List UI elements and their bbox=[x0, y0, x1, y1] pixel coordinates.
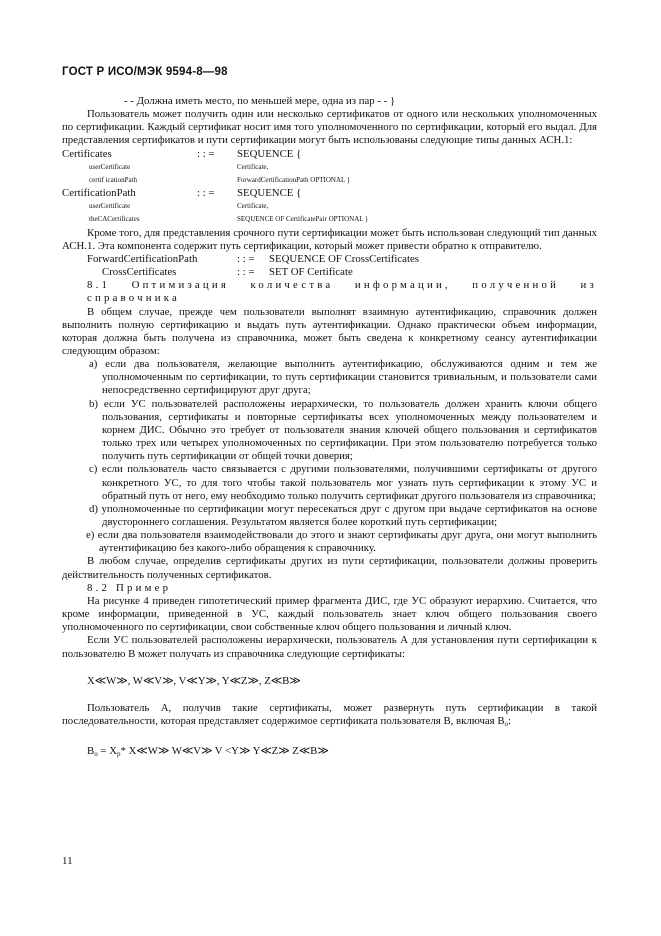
asn1-name: userCertificate bbox=[89, 202, 131, 211]
paragraph: Кроме того, для представления срочного пути сертификации может быть использован следующий тип данных АСН.1. Эта компонента содержит путь сертификации, который может привести обратно к отправителю. bbox=[62, 226, 597, 252]
asn1-type: SEQUENCE { bbox=[237, 187, 302, 200]
asn1-type: Certificate, bbox=[237, 162, 269, 171]
document-body bbox=[62, 95, 597, 761]
asn1-name: userCertificate bbox=[89, 162, 131, 171]
asn1-type: SET OF Certificate bbox=[269, 266, 353, 279]
asn1-line bbox=[62, 266, 597, 279]
asn1-block-forward bbox=[62, 253, 597, 279]
list-item: c) если пользователь часто связывается с другими пользователями, получившими сертификаты от другого конкретного УС, то для того чтобы такой пользователь мог узнать путь сертификации к этому УС и обратный путь от него, ему необходимо только получить сертификат другого пользователя из справочника; bbox=[89, 463, 597, 502]
asn1-comment-line: - - Должна иметь место, по меньшей мере, одна из пар - - } bbox=[124, 95, 396, 107]
asn1-op bbox=[197, 213, 237, 226]
formula-text: В bbox=[87, 745, 95, 758]
paragraph-text: Пользователь А, получив такие сертификаты, может развернуть путь сертификации в такой последовательности, которая представляет содержимое сертификата пользователя В, включая В bbox=[62, 701, 597, 728]
subscript: о bbox=[504, 720, 509, 729]
asn1-op: : : = bbox=[197, 187, 215, 200]
asn1-line bbox=[62, 253, 597, 266]
asn1-line bbox=[62, 200, 597, 213]
subscript: р bbox=[117, 750, 121, 759]
asn1-line bbox=[62, 213, 597, 226]
paragraph: В любом случае, определив сертификаты других из пути сертификации, пользователи должны проверить действительность полученных сертификатов. bbox=[62, 555, 597, 581]
formula-path bbox=[62, 745, 597, 761]
asn1-line bbox=[62, 174, 597, 187]
asn1-type: ForwardCertificationPath OPTIONAL } bbox=[237, 175, 351, 184]
asn1-name: certif icationPath bbox=[89, 175, 138, 184]
list-item: d) уполномоченные по сертификации могут пересекаться друг с другом при выдаче сертификатов на основе двустороннего соглашения. Результатом является более короткий путь сертификации; bbox=[89, 502, 597, 528]
asn1-name: CrossCertificates bbox=[102, 266, 177, 279]
subscript: о bbox=[94, 750, 98, 759]
asn1-line bbox=[62, 187, 597, 200]
page-number: 11 bbox=[62, 855, 73, 867]
list-item: a) если два пользователя, желающие выполнить аутентификацию, обслуживаются одним и тем же уполномоченным по сертификации, то путь сертификации становится тривиальным, и пользователи сами непосредственно сертифицируют друг друга; bbox=[89, 358, 597, 397]
list-item: e) если два пользователя взаимодействовали до этого и знают сертификаты друг друга, они могут выполнить аутентификацию без какого-либо обращения к справочнику. bbox=[86, 529, 597, 555]
asn1-name: CertificationPath bbox=[62, 187, 136, 200]
asn1-type: SEQUENCE OF CrossCertificates bbox=[269, 252, 419, 265]
paragraph: В общем случае, прежде чем пользователи выполнят взаимную аутентификацию, справочник должен выполнить полную сертификацию и выдать путь аутентификации. Однако практически объем информации, которая должна быть получена из справочника, может быть сведена к конкретному сеансу аутентификации следующим образом: bbox=[62, 305, 597, 357]
paragraph: На рисунке 4 приведен гипотетический пример фрагмента ДИС, где УС образуют иерархию. Считается, что кроме информации, приведенной в УС, каждый пользователь знает ключ общего пользования своего уполномоченного по сертификации, свои собственные ключ общего пользования и личный ключ. bbox=[62, 594, 597, 634]
asn1-name: Certificates bbox=[62, 147, 112, 160]
asn1-name: ForwardCertificationPath bbox=[87, 252, 198, 265]
asn1-line bbox=[62, 161, 597, 174]
paragraph-text: : bbox=[508, 715, 512, 728]
asn1-block-certificates bbox=[62, 148, 597, 227]
asn1-type: Certificate, bbox=[237, 202, 269, 211]
page-header: ГОСТ Р ИСО/МЭК 9594-8—98 bbox=[62, 66, 228, 78]
asn1-line bbox=[62, 148, 597, 161]
formula-text: = X bbox=[97, 745, 117, 758]
asn1-op bbox=[197, 174, 237, 187]
paragraph bbox=[62, 702, 597, 731]
asn1-op bbox=[197, 200, 237, 213]
paragraph: Пользователь может получить один или несколько сертификатов от одного или нескольких уполномоченных по сертификации. Каждый сертификат носит имя того уполномоченного по сертификации, который его выдал. Для представления сертификатов и пути сертификации могут быть использованы следующие типы данных АСН.1: bbox=[62, 108, 597, 147]
asn1-type: SEQUENCE OF CertificatePair OPTIONAL } bbox=[237, 215, 369, 224]
document-page bbox=[62, 66, 597, 761]
section-heading-8-2: 8.2 Пример bbox=[87, 581, 172, 594]
list-item: b) если УС пользователей расположены иерархически, то пользователь должен хранить ключи общего пользования, сертификаты и повторные сертификаты всех уполномоченных между пользователем и корнем ДИС. Обычно это требует от пользователя знания ключей общего пользования и сертификатов только трех или четырех уполномоченных по сертификации. При этом пользователю потребуется только получить путь сертификации от общей точки доверия; bbox=[89, 397, 597, 463]
formula-certificates: X≪W≫, W≪V≫, V≪Y≫, Y≪Z≫, Z≪B≫ bbox=[87, 674, 301, 687]
paragraph: Если УС пользователей расположены иерархически, пользователь А для установления пути сертификации к пользователю В может получать из справочника следующие сертификаты: bbox=[62, 634, 597, 660]
asn1-op: : : = bbox=[197, 147, 215, 160]
asn1-name: theCACertificates bbox=[89, 215, 140, 224]
asn1-type: SEQUENCE { bbox=[237, 147, 302, 160]
asn1-op: : : = bbox=[237, 252, 255, 265]
formula-text: * X≪W≫ W≪V≫ V <Y≫ Y≪Z≫ Z≪B≫ bbox=[120, 745, 329, 758]
asn1-op: : : = bbox=[237, 266, 255, 279]
asn1-op bbox=[197, 161, 237, 174]
section-heading-8-1: 8.1 Оптимизация количества информации, полученной из справочника bbox=[87, 279, 597, 305]
